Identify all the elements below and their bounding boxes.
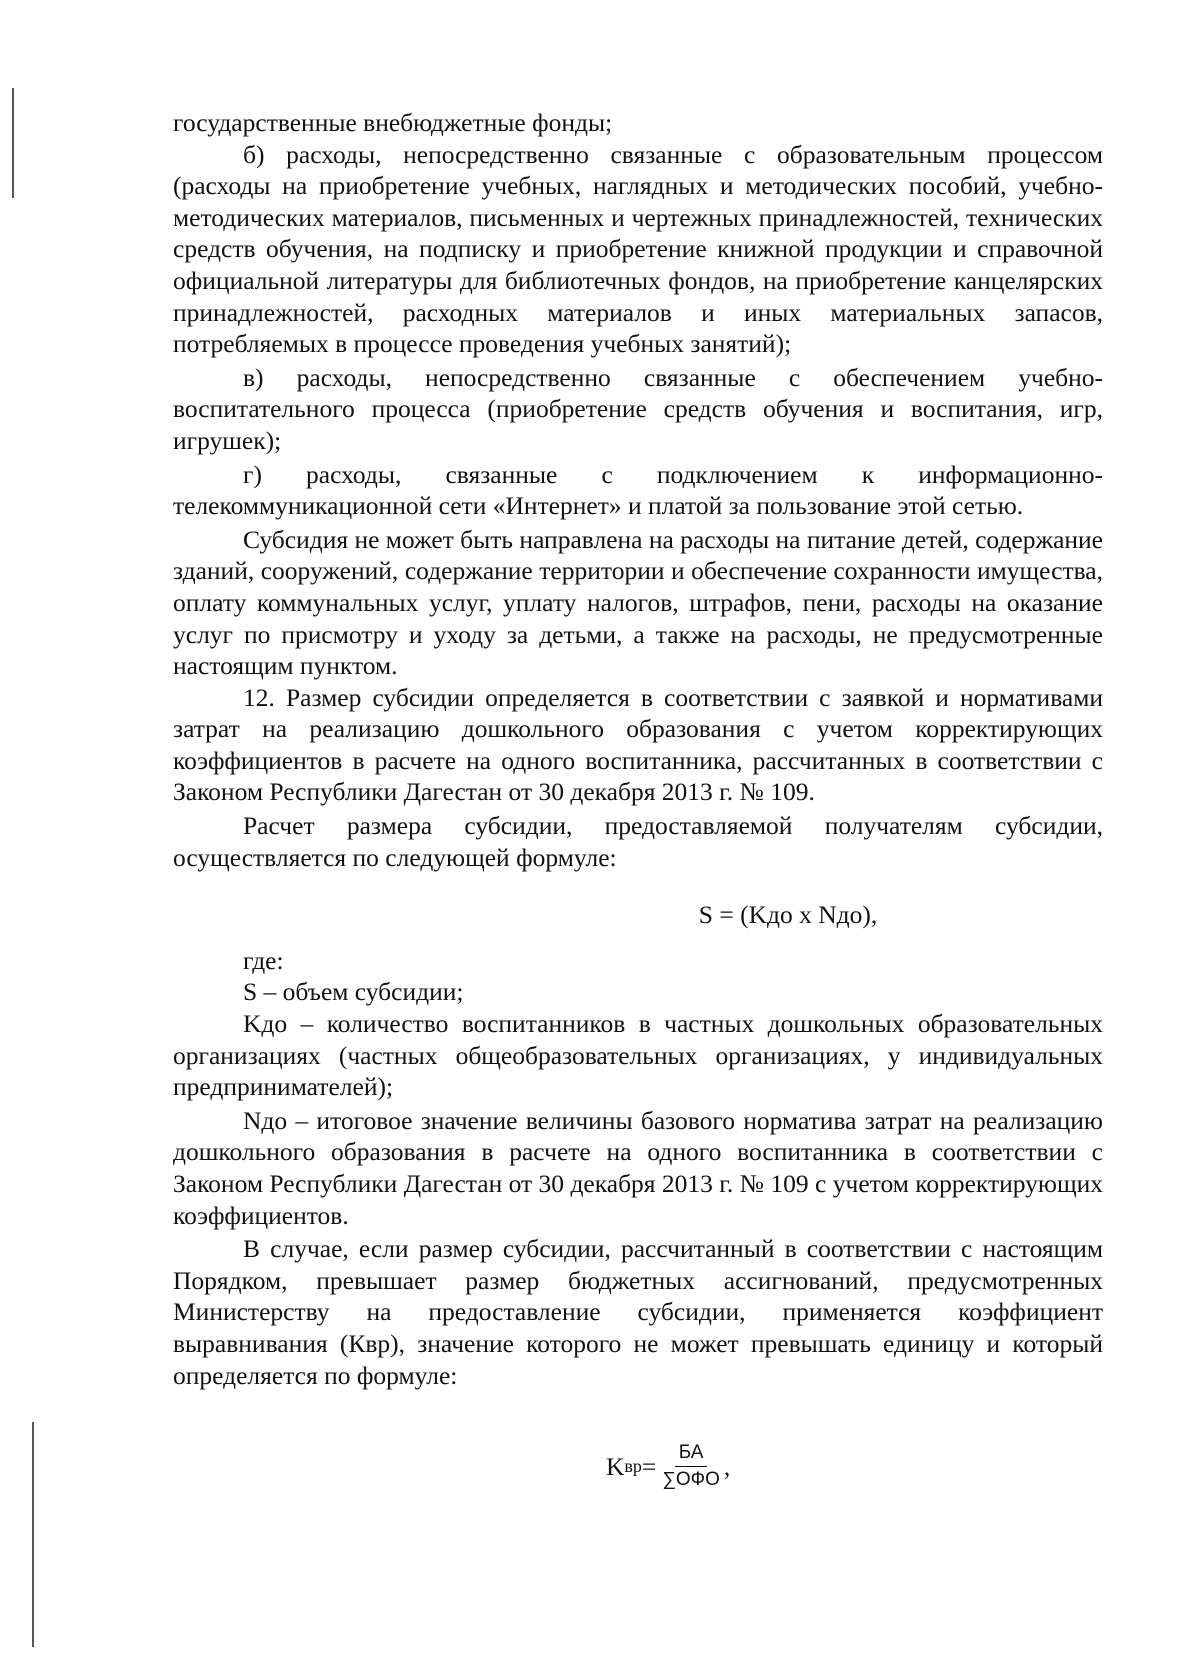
definition-line: Kдо – количество воспитанников в частных дошкольных образовательных организациях (частных общеобразовательных организациях, у индивидуальных предпринимателей); — [173, 1009, 1103, 1102]
formula-lhs: K — [606, 1451, 625, 1481]
scan-edge-line-top — [12, 88, 14, 198]
formula-fraction — [658, 1442, 724, 1491]
formula-lhs-subscript: вр — [624, 1456, 642, 1476]
paragraph: государственные внебюджетные фонды; — [173, 108, 613, 137]
paragraph: в) расходы, непосредственно связанные с обеспечением учебно-воспитательного процесса (приобретение средств обучения и воспитания, игр, игрушек); — [173, 362, 1103, 455]
definition-line: S – объем субсидии; — [243, 977, 464, 1007]
scan-edge-line-bottom — [32, 1422, 34, 1647]
subsidy-formula: S = (Kдо x Nдо), — [698, 900, 878, 930]
formula-denominator: ∑ОФО — [662, 1469, 720, 1490]
definition-line: где: — [243, 945, 284, 975]
paragraph: Субсидия не может быть направлена на расходы на питание детей, содержание зданий, сооружений, содержание территории и обеспечение сохранности имущества, оплату коммунальных услуг, уплату налогов, штрафов, пени, расходы на оказание услуг по присмотру и уходу за детьми, а также на расходы, не предусмотренные настоящим пунктом. — [173, 524, 1103, 681]
formula-trailing-comma: , — [723, 1451, 731, 1481]
document-body — [173, 107, 1103, 1391]
paragraph: 12. Размер субсидии определяется в соответствии с заявкой и нормативами затрат на реализацию дошкольного образования с учетом корректирующих коэффициентов в расчете на одного воспитанника, рассчитанных в соответствии с Законом Республики Дагестан от 30 декабря 2013 г. № 109. — [173, 682, 1103, 807]
formula-numerator: БА — [675, 1442, 708, 1467]
paragraph: Расчет размера субсидии, предоставляемой получателям субсидии, осуществляется по следующей формуле: — [173, 811, 1103, 872]
paragraph: б) расходы, непосредственно связанные с образовательным процессом (расходы на приобретение учебных, наглядных и методических пособий, учебно-методических материалов, письменных и чертежных принадлежностей, технических средств обучения, на подписку и приобретение книжной продукции и справочной официальной литературы для библиотечных фондов, на приобретение канцелярских принадлежностей, расходных материалов и иных материальных запасов, потребляемых в процессе проведения учебных занятий); — [173, 139, 1103, 359]
definition-line: В случае, если размер субсидии, рассчитанный в соответствии с настоящим Порядком, превышает размер бюджетных ассигнований, предусмотренных Министерству на предоставление субсидии, применяется коэффициент выравнивания (Квр), значение которого не может превышать единицу и который определяется по формуле: — [173, 1234, 1103, 1390]
formula-equals: = — [641, 1451, 657, 1481]
definition-line: Nдо – итоговое значение величины базового норматива затрат на реализацию дошкольного образования в расчете на одного воспитанника в соответствии с Законом Республики Дагестан от 30 декабря 2013 г. № 109 с учетом корректирующих коэффициентов. — [173, 1105, 1103, 1230]
alignment-coefficient-formula — [606, 1442, 730, 1491]
paragraph: г) расходы, связанные с подключением к информационно-телекоммуникационной сети «Интернет» и платой за пользование этой сетью. — [173, 459, 1103, 521]
